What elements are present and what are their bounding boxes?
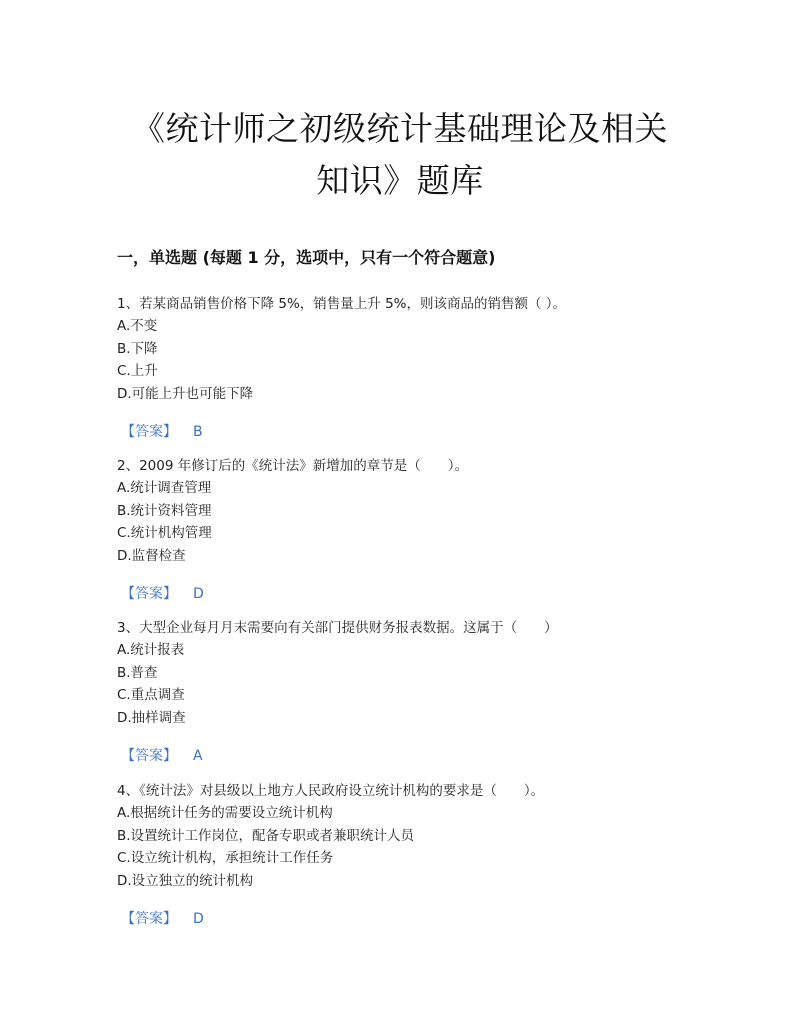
option-a: A.统计报表 xyxy=(117,642,185,658)
option-c: C.设立统计机构，承担统计工作任务 xyxy=(117,850,334,866)
document-title-line-2: 知识》题库 xyxy=(316,161,484,200)
option-d: D.设立独立的统计机构 xyxy=(117,872,254,889)
answer-row xyxy=(117,908,697,930)
option-list xyxy=(117,315,697,405)
option-list xyxy=(117,477,697,567)
answer-label: 【答案】 xyxy=(121,586,177,602)
question-3 xyxy=(117,617,697,767)
answer-value: D xyxy=(193,586,204,602)
question-2 xyxy=(117,455,697,605)
option-b: B.普查 xyxy=(117,664,158,681)
answer-label: 【答案】 xyxy=(121,748,177,764)
answer-value: D xyxy=(193,911,204,927)
answer-label: 【答案】 xyxy=(121,911,177,927)
option-a: A.不变 xyxy=(117,318,158,334)
option-d: D.可能上升也可能下降 xyxy=(117,385,254,402)
option-b: B.设置统计工作岗位，配备专职或者兼职统计人员 xyxy=(117,827,415,844)
answer-label: 【答案】 xyxy=(121,424,177,440)
answer-row xyxy=(117,583,697,605)
document-title-line-1: 《统计师之初级统计基础理论及相关 xyxy=(132,109,668,148)
option-d: D.监督检查 xyxy=(117,547,186,564)
question-stem: 4、《统计法》对县级以上地方人民政府设立统计机构的要求是（ ）。 xyxy=(117,783,545,799)
question-stem: 1、若某商品销售价格下降 5%，销售量上升 5%，则该商品的销售额（ ）。 xyxy=(117,296,567,312)
option-c: C.统计机构管理 xyxy=(117,525,212,541)
option-b: B.下降 xyxy=(117,340,158,357)
question-4 xyxy=(117,780,697,930)
answer-value: A xyxy=(193,748,203,764)
option-d: D.抽样调查 xyxy=(117,709,186,726)
option-a: A.统计调查管理 xyxy=(117,480,212,496)
option-a: A.根据统计任务的需要设立统计机构 xyxy=(117,805,333,821)
answer-value: B xyxy=(193,424,203,440)
answer-row xyxy=(117,745,697,767)
question-stem: 2、2009 年修订后的《统计法》新增加的章节是（ ）。 xyxy=(117,458,468,474)
option-c: C.上升 xyxy=(117,363,158,379)
option-b: B.统计资料管理 xyxy=(117,502,212,519)
document-title xyxy=(100,103,700,207)
answer-row xyxy=(117,421,697,443)
option-list xyxy=(117,802,697,892)
option-c: C.重点调查 xyxy=(117,687,185,703)
section-heading: 一，单选题 (每题 1 分，选项中，只有一个符合题意) xyxy=(117,248,496,267)
option-list xyxy=(117,639,697,729)
question-stem: 3、大型企业每月月末需要向有关部门提供财务报表数据。这属于（ ） xyxy=(117,620,558,636)
question-1 xyxy=(117,293,697,443)
